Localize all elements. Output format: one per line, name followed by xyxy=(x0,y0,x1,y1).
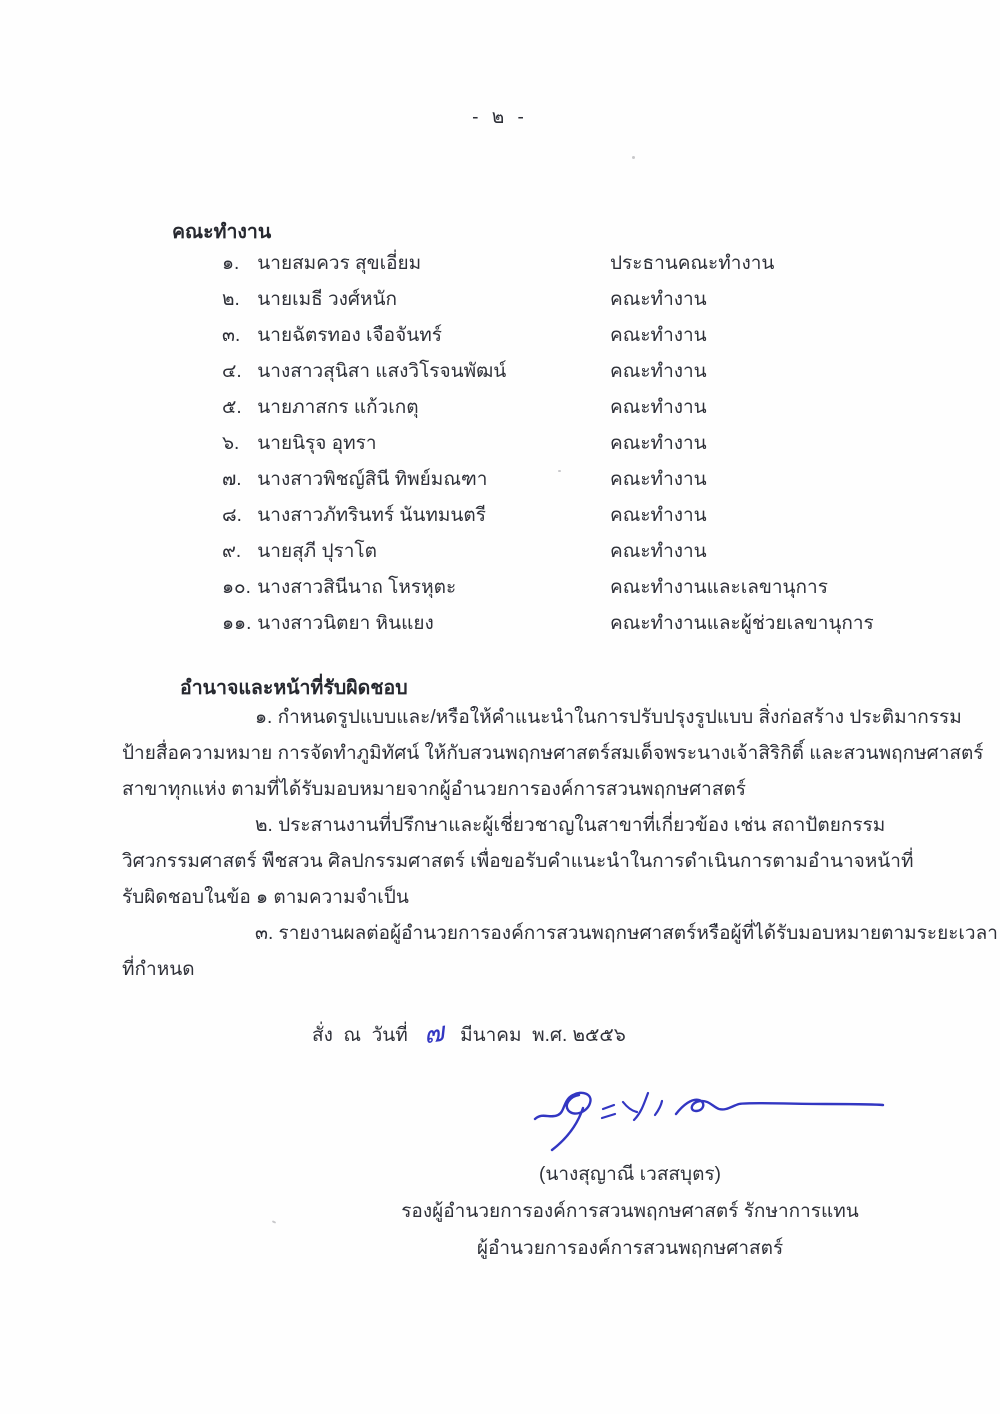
member-number: ๕. xyxy=(222,397,242,418)
member-name: นางสาวภัทรินทร์ นันทมนตรี xyxy=(257,505,486,526)
member-row xyxy=(222,354,922,390)
member-row xyxy=(222,282,922,318)
member-role: ประธานคณะทำงาน xyxy=(610,253,775,274)
member-name: นางสาวพิชญ์สินี ทิพย์มณฑา xyxy=(257,469,488,490)
scan-speck xyxy=(272,1220,276,1224)
member-row xyxy=(222,498,922,534)
member-name: นางสาวนิตยา หินแยง xyxy=(257,613,434,634)
committee-heading: คณะทำงาน xyxy=(172,221,272,243)
member-row xyxy=(222,534,922,570)
member-number: ๙. xyxy=(222,541,242,562)
duties-paragraph-line: ที่กำหนด xyxy=(122,959,195,980)
member-role: คณะทำงานและเลขานุการ xyxy=(610,577,828,598)
member-number: ๔. xyxy=(222,361,242,382)
order-date-suffix: มีนาคม พ.ศ. ๒๕๕๖ xyxy=(460,1025,626,1046)
duties-paragraph-line: ๑. กำหนดรูปแบบและ/หรือให้คำแนะนำในการปรับปรุงรูปแบบ สิ่งก่อสร้าง ประติมากรรม xyxy=(255,707,962,728)
signer-title-line2: ผู้อำนวยการองค์การสวนพฤกษศาสตร์ xyxy=(476,1238,784,1259)
member-role: คณะทำงาน xyxy=(610,469,707,490)
member-role: คณะทำงาน xyxy=(610,289,707,310)
member-role: คณะทำงาน xyxy=(610,505,707,526)
signer-block xyxy=(385,1156,875,1267)
member-row xyxy=(222,318,922,354)
scan-speck xyxy=(632,156,635,159)
member-row xyxy=(222,606,922,642)
member-row xyxy=(222,246,922,282)
member-name: นายภาสกร แก้วเกตุ xyxy=(257,397,419,418)
member-number: ๑๐. xyxy=(222,577,251,598)
member-number: ๒. xyxy=(222,289,240,310)
member-role: คณะทำงาน xyxy=(610,433,707,454)
duties-paragraph-line: รับผิดชอบในข้อ ๑ ตามความจำเป็น xyxy=(122,887,409,908)
handwritten-day-numeral: ๗ xyxy=(421,1016,446,1049)
member-number: ๗. xyxy=(222,469,242,490)
member-row xyxy=(222,570,922,606)
member-number: ๓. xyxy=(222,325,241,346)
member-name: นายฉัตรทอง เจือจันทร์ xyxy=(257,325,442,346)
member-number: ๘. xyxy=(222,505,242,526)
member-number: ๖. xyxy=(222,433,240,454)
committee-member-list xyxy=(222,246,922,642)
member-name: นายสุภี ปุราโต xyxy=(257,541,377,562)
member-role: คณะทำงาน xyxy=(610,397,707,418)
signer-name: (นางสุญาณี เวสสบุตร) xyxy=(539,1164,721,1185)
member-name: นางสาวสินีนาถ โหรหุตะ xyxy=(257,577,457,598)
duties-paragraph-line: ป้ายสื่อความหมาย การจัดทำภูมิทัศน์ ให้กับสวนพฤกษศาสตร์สมเด็จพระนางเจ้าสิริกิติ์ และสวนพฤกษศาสตร์ xyxy=(122,743,984,764)
member-role: คณะทำงานและผู้ช่วยเลขานุการ xyxy=(610,613,874,634)
member-row xyxy=(222,390,922,426)
signer-title-line1: รองผู้อำนวยการองค์การสวนพฤกษศาสตร์ รักษาการแทน xyxy=(401,1201,859,1222)
duties-heading: อำนาจและหน้าที่รับผิดชอบ xyxy=(180,677,408,699)
member-row xyxy=(222,426,922,462)
member-name: นายสมควร สุขเอี่ยม xyxy=(257,253,422,274)
page-number: - ๒ - xyxy=(472,107,528,128)
duties-body xyxy=(122,700,998,988)
member-number: ๑. xyxy=(222,253,240,274)
duties-paragraph-line: วิศวกรรมศาสตร์ พืชสวน ศิลปกรรมศาสตร์ เพื่อขอรับคำแนะนำในการดำเนินการตามอำนาจหน้าที่ xyxy=(122,851,914,872)
order-date-prefix: สั่ง ณ วันที่ xyxy=(312,1025,408,1046)
member-name: นางสาวสุนิสา แสงวิโรจนพัฒน์ xyxy=(257,361,507,382)
member-number: ๑๑. xyxy=(222,613,252,634)
member-role: คณะทำงาน xyxy=(610,541,707,562)
duties-paragraph-line: ๓. รายงานผลต่อผู้อำนวยการองค์การสวนพฤกษศาสตร์หรือผู้ที่ได้รับมอบหมายตามระยะเวลา xyxy=(255,923,998,944)
duties-paragraph-line: สาขาทุกแห่ง ตามที่ได้รับมอบหมายจากผู้อำนวยการองค์การสวนพฤกษศาสตร์ xyxy=(122,779,746,800)
member-role: คณะทำงาน xyxy=(610,325,707,346)
order-date-line xyxy=(312,1014,626,1056)
member-role: คณะทำงาน xyxy=(610,361,707,382)
duties-paragraph-line: ๒. ประสานงานที่ปรึกษาและผู้เชี่ยวชาญในสาขาที่เกี่ยวข้อง เช่น สถาปัตยกรรม xyxy=(255,815,886,836)
member-name: นายเมธี วงศ์หนัก xyxy=(257,289,397,310)
scan-speck xyxy=(558,470,561,472)
member-name: นายนิรุจ อุทรา xyxy=(257,433,377,454)
signature-ink xyxy=(505,1072,895,1167)
member-row xyxy=(222,462,922,498)
